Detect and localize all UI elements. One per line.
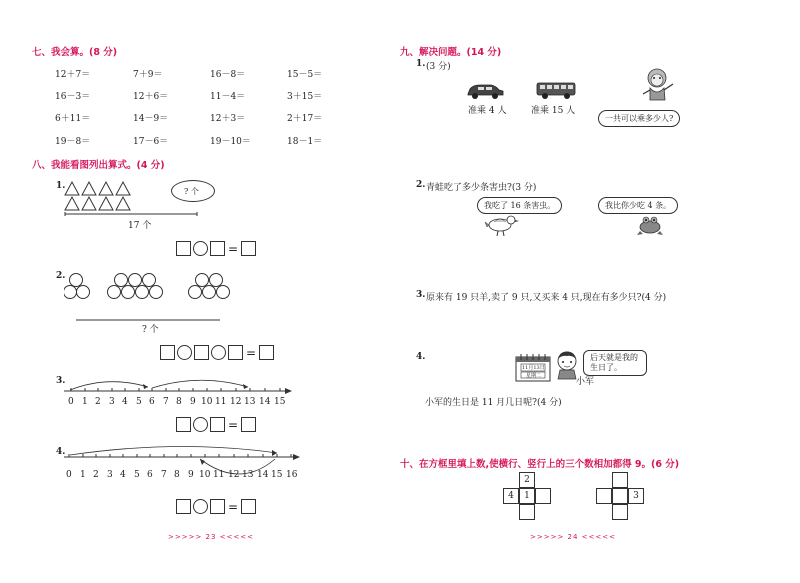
tick-label: 0 xyxy=(66,470,72,480)
tick-label: 12 xyxy=(230,397,242,407)
calc-item: 17－6＝ xyxy=(133,137,169,147)
cross-cell-left[interactable] xyxy=(596,488,612,504)
tick-label: 7 xyxy=(163,397,169,407)
cross-cell-right[interactable]: 3 xyxy=(628,488,644,504)
tick-label: 13 xyxy=(242,470,254,480)
q1-score: (3 分) xyxy=(426,62,451,72)
answer-box[interactable] xyxy=(241,241,256,256)
calc-item: 12＋7＝ xyxy=(55,70,91,80)
bird-icon xyxy=(484,212,520,238)
answer-box[interactable] xyxy=(259,345,274,360)
section7-title: 七、我会算。(8 分) xyxy=(32,47,118,58)
number-line-3 xyxy=(60,375,300,397)
tick-label: 6 xyxy=(147,470,153,480)
answer-box[interactable] xyxy=(176,241,191,256)
tick-label: 2 xyxy=(95,397,101,407)
boy-name: 小军 xyxy=(576,377,595,387)
monkey-speech-bubble: 一共可以乘多少人? xyxy=(598,110,680,127)
page-number-left: >>>>> 23 <<<<< xyxy=(168,533,255,541)
answer-box[interactable] xyxy=(210,241,225,256)
calc-item: 19－10＝ xyxy=(210,137,251,147)
tick-label: 5 xyxy=(136,397,142,407)
tick-label: 4 xyxy=(120,470,126,480)
calc-item: 11－4＝ xyxy=(210,92,246,102)
tick-label: 11 xyxy=(213,470,225,480)
calc-item: 2＋17＝ xyxy=(287,114,323,124)
bus-icon xyxy=(535,80,577,100)
tick-label: 0 xyxy=(68,397,74,407)
calc-item: 3＋15＝ xyxy=(287,92,323,102)
bird-speech-bubble: 我吃了 16 条害虫。 xyxy=(477,197,562,214)
calendar-weekday: 星期二 xyxy=(526,373,542,379)
answer-formula: = xyxy=(176,499,256,514)
cross-cell-bottom[interactable] xyxy=(519,504,535,520)
answer-formula: = xyxy=(176,417,256,432)
q3-text: 原来有 19 只羊,卖了 9 只,又买来 4 只,现在有多少只?(4 分) xyxy=(426,293,667,303)
tick-label: 1 xyxy=(82,397,88,407)
answer-formula: = xyxy=(176,241,256,256)
cross-cell-left[interactable]: 4 xyxy=(503,488,519,504)
q4-number: 4. xyxy=(56,447,66,457)
car-icon xyxy=(465,82,505,100)
number-line-4 xyxy=(60,441,305,489)
calc-item: 19－8＝ xyxy=(55,137,91,147)
calc-item: 12＋3＝ xyxy=(210,114,246,124)
boy-speech-bubble: 后天就是我的生日了。 xyxy=(583,350,647,376)
tick-label: 10 xyxy=(201,397,213,407)
calendar-date: 11月13日 xyxy=(522,365,545,371)
page-number-right: >>>>> 24 <<<<< xyxy=(530,533,617,541)
tick-label: 11 xyxy=(215,397,227,407)
answer-box[interactable] xyxy=(160,345,175,360)
bus-capacity: 准乘 15 人 xyxy=(531,106,576,116)
answer-box[interactable] xyxy=(176,499,191,514)
calc-item: 16－3＝ xyxy=(55,92,91,102)
calc-item: 12＋6＝ xyxy=(133,92,169,102)
answer-box[interactable] xyxy=(228,345,243,360)
section8-title: 八、我能看图列出算式。(4 分) xyxy=(32,160,165,171)
cross-cell-top[interactable] xyxy=(612,472,628,488)
operator-circle[interactable] xyxy=(177,345,192,360)
tick-label: 15 xyxy=(274,397,286,407)
tick-label: 1 xyxy=(80,470,86,480)
tick-label: 4 xyxy=(122,397,128,407)
tick-label: 9 xyxy=(188,470,194,480)
answer-box[interactable] xyxy=(241,417,256,432)
operator-circle[interactable] xyxy=(193,499,208,514)
cross-cell-right[interactable] xyxy=(535,488,551,504)
tick-label: 3 xyxy=(107,470,113,480)
tick-label: 16 xyxy=(286,470,298,480)
section10-title: 十、在方框里填上数,使横行、竖行上的三个数相加都得 9。(6 分) xyxy=(400,459,680,470)
car-capacity: 准乘 4 人 xyxy=(468,106,507,116)
calc-item: 16－8＝ xyxy=(210,70,246,80)
answer-box[interactable] xyxy=(176,417,191,432)
calc-item: 6＋11＝ xyxy=(55,114,91,124)
tick-label: 5 xyxy=(134,470,140,480)
operator-circle[interactable] xyxy=(193,241,208,256)
frog-icon xyxy=(636,214,664,236)
cross-cell-top[interactable]: 2 xyxy=(519,472,535,488)
answer-box[interactable] xyxy=(210,417,225,432)
tick-label: 2 xyxy=(93,470,99,480)
q1-number: 1. xyxy=(416,59,426,69)
answer-box[interactable] xyxy=(241,499,256,514)
answer-box[interactable] xyxy=(194,345,209,360)
circle-figure xyxy=(64,266,234,326)
total-label: 17 个 xyxy=(128,221,152,231)
tick-label: 14 xyxy=(259,397,271,407)
tick-label: 9 xyxy=(190,397,196,407)
q3-number: 3. xyxy=(56,376,66,386)
tick-label: 13 xyxy=(244,397,256,407)
calc-item: 7＋9＝ xyxy=(133,70,163,80)
operator-circle[interactable] xyxy=(211,345,226,360)
tick-label: 7 xyxy=(161,470,167,480)
q4-question: 小军的生日是 11 月几日呢?(4 分) xyxy=(425,398,562,408)
q2-number: 2. xyxy=(56,271,66,281)
tick-label: 3 xyxy=(109,397,115,407)
tick-label: 8 xyxy=(176,397,182,407)
q3-number: 3. xyxy=(416,290,426,300)
tick-label: 12 xyxy=(228,470,240,480)
total-label: ? 个 xyxy=(142,325,159,335)
monkey-icon xyxy=(640,66,678,108)
cross-cell-bottom[interactable] xyxy=(612,504,628,520)
section9-title: 九、解决问题。(14 分) xyxy=(400,47,502,58)
q2-number: 2. xyxy=(416,180,426,190)
calc-item: 18－1＝ xyxy=(287,137,323,147)
answer-box[interactable] xyxy=(210,499,225,514)
operator-circle[interactable] xyxy=(193,417,208,432)
cross-cell-center[interactable]: 1 xyxy=(519,488,535,504)
tick-label: 8 xyxy=(174,470,180,480)
q2-text: 青蛙吃了多少条害虫?(3 分) xyxy=(426,183,537,193)
q1-number: 1. xyxy=(56,181,66,191)
tick-label: 6 xyxy=(149,397,155,407)
frog-speech-bubble: 我比你少吃 4 条。 xyxy=(598,197,678,214)
tick-label: 15 xyxy=(271,470,283,480)
answer-formula: = xyxy=(160,345,274,360)
calc-item: 15－5＝ xyxy=(287,70,323,80)
tick-label: 10 xyxy=(199,470,211,480)
tick-label: 14 xyxy=(257,470,269,480)
calc-item: 14－9＝ xyxy=(133,114,169,124)
question-bubble-text: ? 个 xyxy=(184,187,199,196)
q4-number: 4. xyxy=(416,352,426,362)
cross-cell-center[interactable] xyxy=(612,488,628,504)
